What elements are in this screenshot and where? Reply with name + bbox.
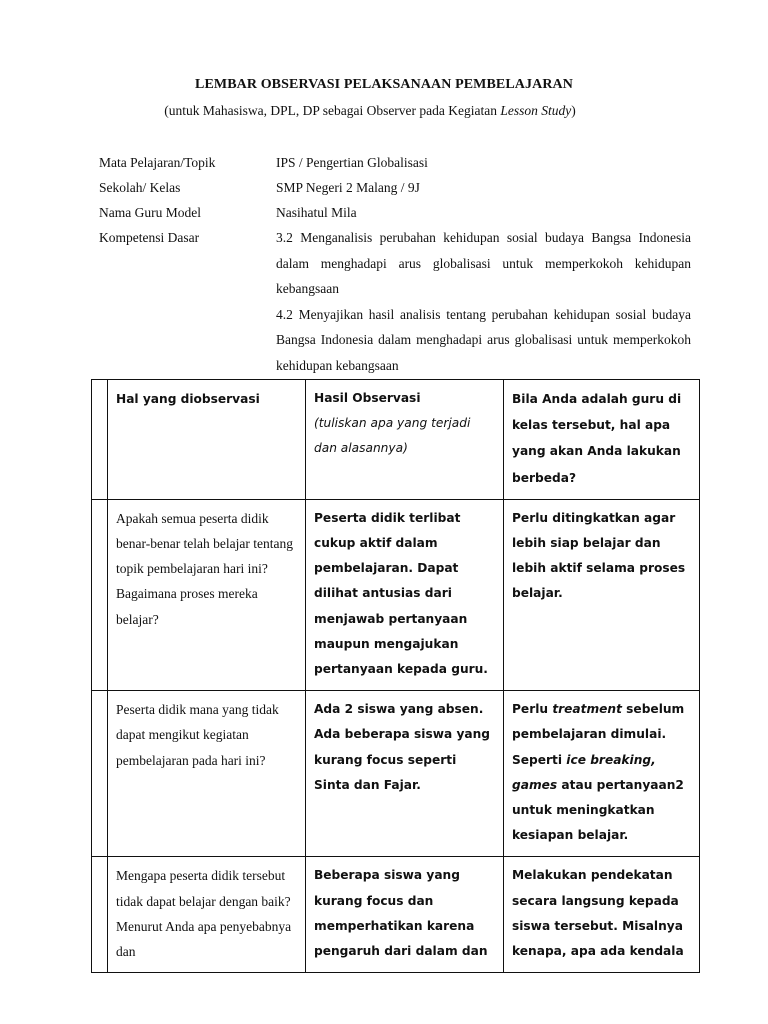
table-gutter-cell xyxy=(92,691,108,857)
row-action: Melakukan pendekatan secara langsung kepada siswa tersebut. Misalnya kenapa, apa ada kendala xyxy=(504,857,700,973)
info-row-teacher xyxy=(99,200,691,225)
competency-label: Kompetensi Dasar xyxy=(99,230,200,245)
document-subtitle xyxy=(0,103,740,119)
header-observed xyxy=(108,380,306,500)
subtitle-italic: Lesson Study xyxy=(500,103,572,118)
teacher-label: Nama Guru Model xyxy=(99,205,201,220)
observation-table xyxy=(91,379,700,973)
info-row-competency xyxy=(99,225,691,378)
header-result xyxy=(306,380,504,500)
table-gutter-cell xyxy=(92,499,108,690)
subtitle-suffix: ) xyxy=(571,103,576,118)
header-observed-label: Hal yang diobservasi xyxy=(116,392,260,406)
competency-kd-3-2: 3.2 Menganalisis perubahan kehidupan sosial budaya Bangsa Indonesia dalam menghadapi arus globalisasi untuk memperkokoh kehidupan kebangsaan xyxy=(276,230,691,296)
header-action-label: Bila Anda adalah guru di kelas tersebut, hal apa yang akan Anda lakukan berbeda? xyxy=(512,392,682,485)
table-row xyxy=(92,691,700,857)
table-gutter-cell xyxy=(92,380,108,500)
row-result: Beberapa siswa yang kurang focus dan memperhatikan karena pengaruh dari dalam dan xyxy=(306,857,504,973)
subject-value: IPS / Pengertian Globalisasi xyxy=(276,155,428,170)
table-header-row xyxy=(92,380,700,500)
document-title: LEMBAR OBSERVASI PELAKSANAAN PEMBELAJARAN xyxy=(195,77,573,92)
info-section xyxy=(99,150,691,378)
competency-kd-4-2: 4.2 Menyajikan hasil analisis tentang perubahan kehidupan sosial budaya Bangsa Indonesia dalam menghadapi arus globalisasi untuk memperkokoh kehidupan kebangsaan xyxy=(276,306,691,373)
header-result-label: Hasil Observasi xyxy=(314,391,421,405)
school-label: Sekolah/ Kelas xyxy=(99,180,181,195)
row-result: Ada 2 siswa yang absen. Ada beberapa siswa yang kurang focus seperti Sinta dan Fajar. xyxy=(306,691,504,857)
row-question: Mengapa peserta didik tersebut tidak dapat belajar dengan baik? Menurut Anda apa penyebabnya dan xyxy=(108,857,306,973)
row-action: Perlu ditingkatkan agar lebih siap belajar dan lebih aktif selama proses belajar. xyxy=(504,499,700,690)
action-text-icebreaking: ice breaking, games xyxy=(512,752,656,792)
action-text-3: sebelum pembelajaran dimulai. Seperti xyxy=(512,702,685,767)
action-text-1: Perlu xyxy=(512,702,553,717)
action-text-5: atau pertanyaan2 untuk meningkatkan kesiapan belajar. xyxy=(512,777,684,843)
teacher-value: Nasihatul Mila xyxy=(276,205,357,220)
table-gutter-cell xyxy=(92,857,108,973)
row-action xyxy=(504,691,700,857)
row-question: Peserta didik mana yang tidak dapat mengikut kegiatan pembelajaran pada hari ini? xyxy=(108,691,306,857)
table-row xyxy=(92,499,700,690)
table-row xyxy=(92,857,700,973)
competency-value xyxy=(276,225,691,378)
header-action xyxy=(504,380,700,500)
subtitle-prefix: (untuk Mahasiswa, DPL, DP sebagai Observer pada Kegiatan xyxy=(164,103,501,118)
row-question: Apakah semua peserta didik benar-benar telah belajar tentang topik pembelajaran hari ini? Bagaimana proses mereka belajar? xyxy=(108,499,306,690)
school-value: SMP Negeri 2 Malang / 9J xyxy=(276,180,420,195)
info-row-subject xyxy=(99,150,691,175)
row-result: Peserta didik terlibat cukup aktif dalam pembelajaran. Dapat dilihat antusias dari menjawab pertanyaan maupun mengajukan pertanyaan kepada guru. xyxy=(306,499,504,690)
action-text-treatment: treatment xyxy=(552,702,622,717)
subject-label: Mata Pelajaran/Topik xyxy=(99,155,216,170)
info-row-school xyxy=(99,175,691,200)
header-result-note: (tuliskan apa yang terjadi dan alasannya) xyxy=(314,416,471,456)
